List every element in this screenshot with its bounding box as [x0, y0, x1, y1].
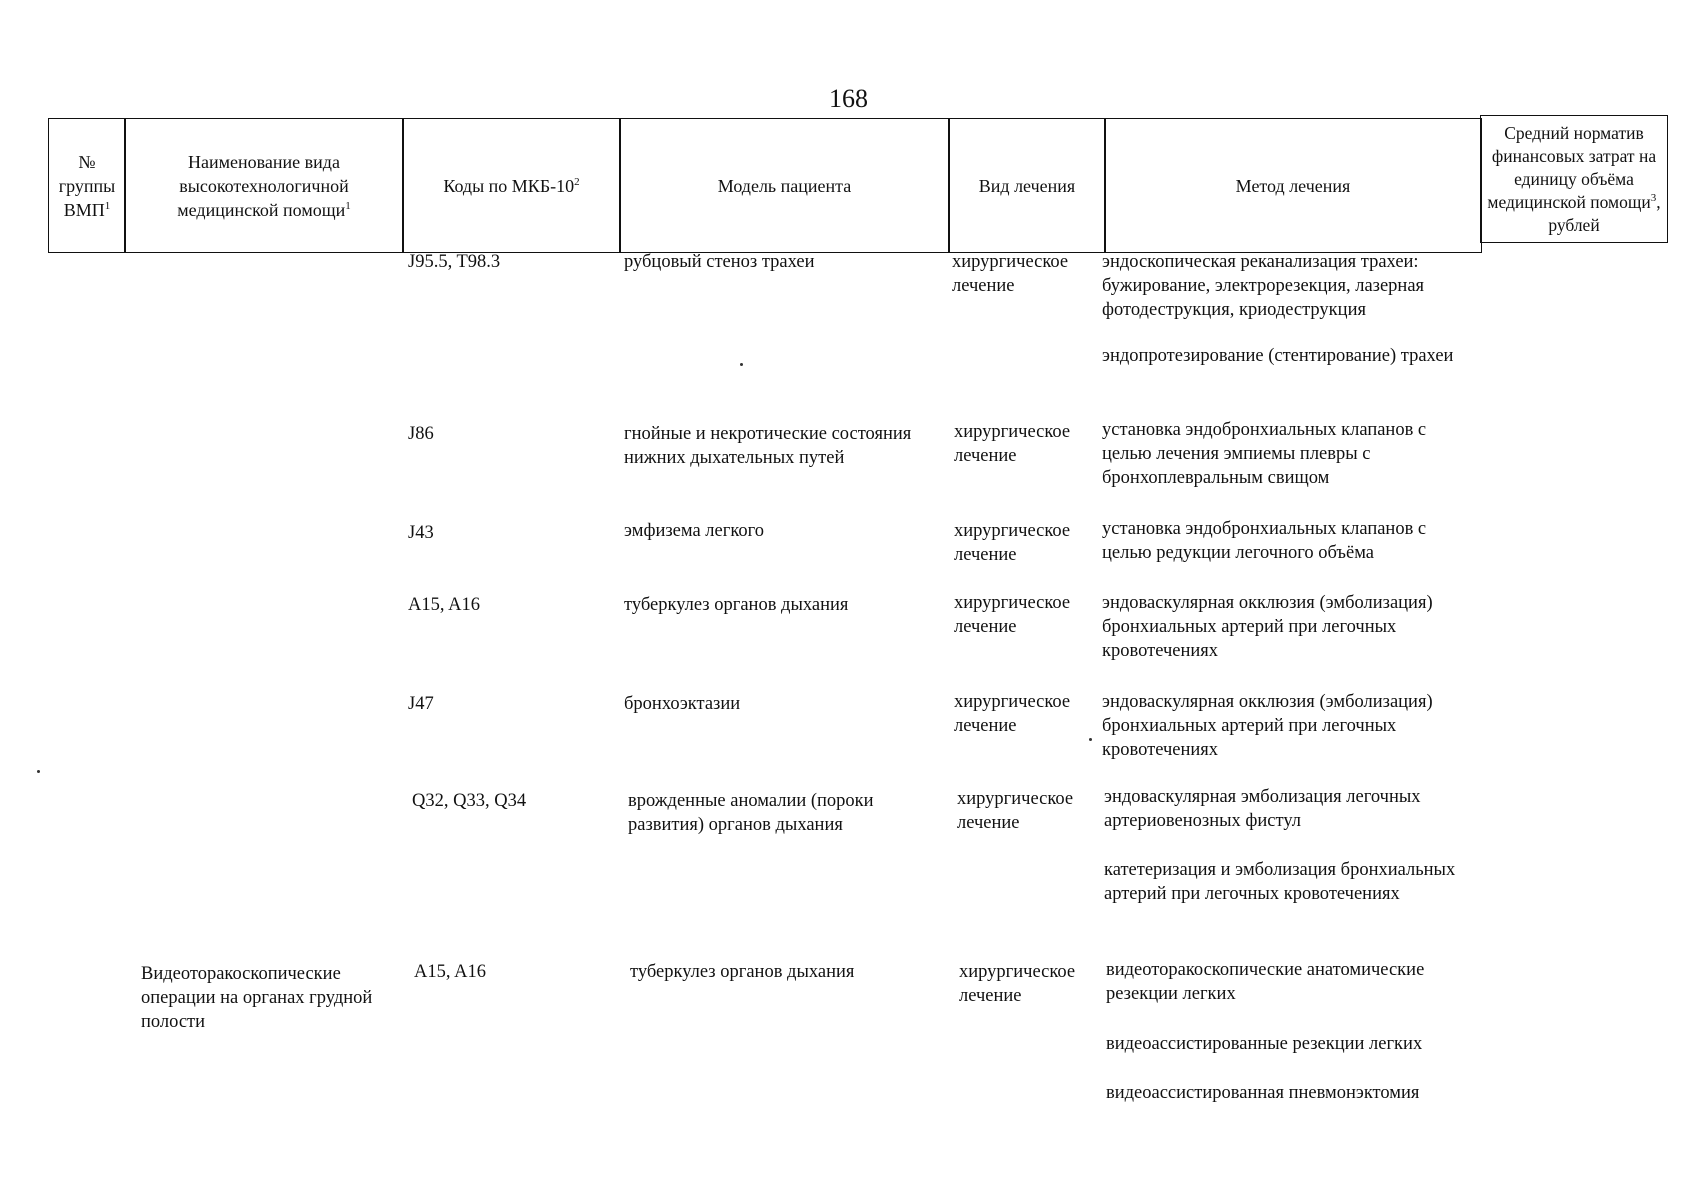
row-5-codes: J47	[408, 694, 434, 714]
row-7-type: хирургическое лечение	[959, 962, 1076, 1006]
row-5-model: бронхоэктазии	[624, 694, 741, 714]
row-7-model: туберкулез органов дыхания	[630, 962, 855, 982]
row-4-codes: A15, A16	[408, 595, 480, 615]
header-cost-standard: Средний норматив финансовых затрат на единицу объёма медицинской помощи$^3$, рублей	[1480, 115, 1668, 243]
row-6-type: хирургическое лечение	[957, 789, 1074, 833]
header-group-number: № группы ВМП$^1$	[48, 118, 126, 253]
row-3-type: хирургическое лечение	[954, 521, 1071, 565]
page-number: 168	[829, 84, 868, 113]
row-2-method-1: установка эндобронхиальных клапанов с целью лечения эмпиемы плевры с бронхоплевральным свищом	[1102, 420, 1427, 488]
row-1-method-2: эндопротезирование (стентирование) трахеи	[1102, 346, 1454, 366]
row-2-model: гнойные и некротические состояния нижних дыхательных путей	[624, 424, 912, 468]
row-6-method-2: катетеризация и эмболизация бронхиальных артерий при легочных кровотечениях	[1104, 860, 1456, 904]
row-2-type: хирургическое лечение	[954, 422, 1071, 466]
header-care-type-label: Наименование вида высокотехнологичной медицинской помощи	[177, 151, 349, 220]
row-3-model: эмфизема легкого	[624, 521, 765, 541]
scan-speck	[740, 363, 743, 366]
row-1-codes: J95.5, T98.3	[408, 252, 501, 272]
header-patient-model	[619, 118, 950, 253]
row-5-method-1: эндоваскулярная окклюзия (эмболизация) бронхиальных артерий при легочных кровотечениях	[1102, 692, 1433, 760]
header-cost-standard-label: Средний норматив финансовых затрат на единицу объёма медицинской помощи	[1487, 122, 1657, 212]
row-6-method-1: эндоваскулярная эмболизация легочных артериовенозных фистул	[1104, 787, 1421, 831]
row-4-method-1: эндоваскулярная окклюзия (эмболизация) бронхиальных артерий при легочных кровотечениях	[1102, 593, 1433, 661]
row-3-method-1: установка эндобронхиальных клапанов с целью редукции легочного объёма	[1102, 519, 1427, 563]
row-5-type: хирургическое лечение	[954, 692, 1071, 736]
header-patient-model-label: Модель пациента	[717, 175, 852, 196]
header-icd-codes: Коды по МКБ-$10^2$	[402, 118, 621, 253]
row-7-method-3: видеоассистированная пневмонэктомия	[1106, 1083, 1420, 1103]
header-treatment-method	[1104, 118, 1482, 253]
row-7-method-2: видеоассистированные резекции легких	[1106, 1034, 1423, 1054]
row-1-type: хирургическое лечение	[952, 252, 1069, 296]
row-1-model: рубцовый стеноз трахеи	[624, 252, 815, 272]
row-2-codes: J86	[408, 424, 434, 444]
header-care-type: Наименование вида высокотехнологичной медицинской помощи$^1$	[124, 118, 404, 253]
row-1-method-1: эндоскопическая реканализация трахеи: бужирование, электрорезекция, лазерная фотодеструкция, криодеструкция	[1102, 252, 1425, 320]
row-3-codes: J43	[408, 523, 434, 543]
scan-speck	[1089, 738, 1092, 741]
header-group-number-label: № группы ВМП	[58, 151, 116, 220]
header-treatment-type	[948, 118, 1106, 253]
header-icd-codes-label: Коды по МКБ-10	[443, 175, 575, 196]
row-7-name: Видеоторакоскопические операции на органах грудной полости	[141, 964, 373, 1032]
row-4-model: туберкулез органов дыхания	[624, 595, 849, 615]
row-4-type: хирургическое лечение	[954, 593, 1071, 637]
header-treatment-type-label: Вид лечения	[978, 175, 1076, 196]
scan-speck	[37, 770, 40, 773]
header-treatment-method-label: Метод лечения	[1235, 175, 1351, 196]
row-7-codes: A15, A16	[414, 962, 486, 982]
row-6-codes: Q32, Q33, Q34	[412, 791, 527, 811]
row-7-method-1: видеоторакоскопические анатомические резекции легких	[1106, 960, 1425, 1004]
row-6-model: врожденные аномалии (пороки развития) органов дыхания	[628, 791, 874, 835]
